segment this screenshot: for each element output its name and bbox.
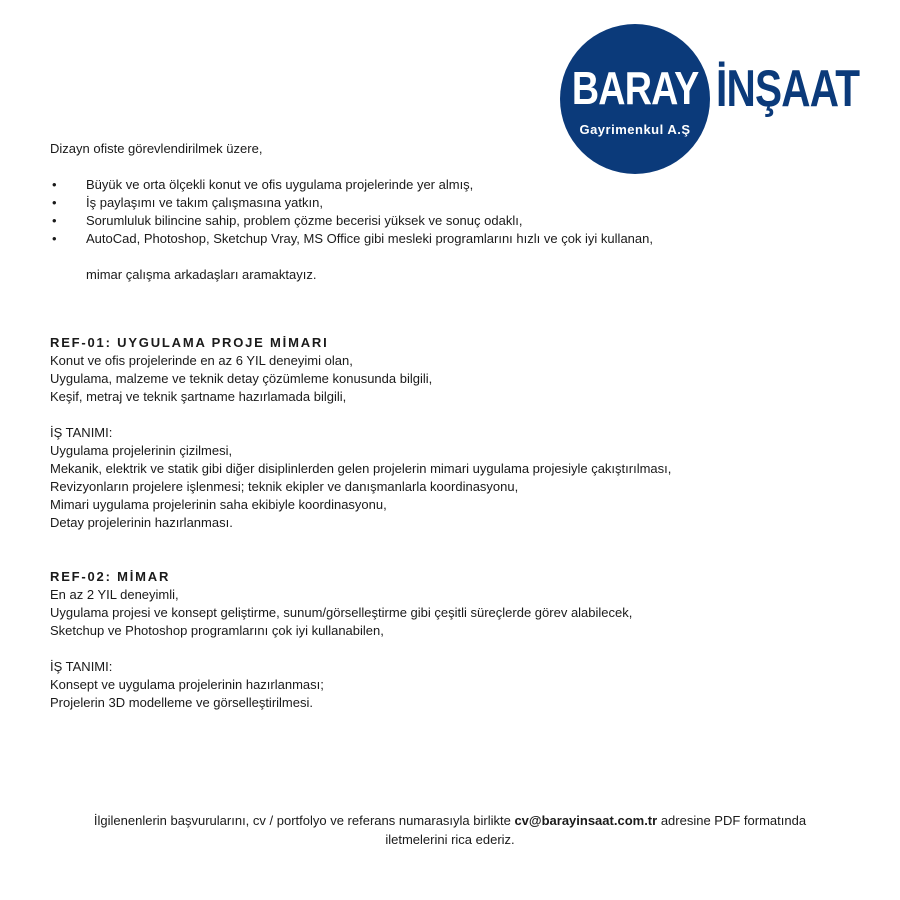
intro-text: Dizayn ofiste görevlendirilmek üzere, [50, 141, 263, 156]
ref-01-job-item: Revizyonların projelere işlenmesi; teknik ekipler ve danışmanlarla koordinasyonu, [50, 479, 519, 494]
ref-01-requirement: Uygulama, malzeme ve teknik detay çözümleme konusunda bilgili, [50, 371, 433, 386]
logo-insaat-text: İNŞAAT [716, 60, 860, 118]
spacer [50, 406, 850, 424]
ref-02-job-item: Konsept ve uygulama projelerinin hazırlanması; [50, 677, 324, 692]
ref-02-requirement: En az 2 YIL deneyimli, [50, 587, 179, 602]
logo-brand-text: BARAY [571, 62, 699, 114]
list-item-text: İş paylaşımı ve takım çalışmasına yatkın, [86, 195, 323, 210]
ref-02-title: REF-02: MİMAR [50, 569, 171, 584]
ref-02-requirement: Sketchup ve Photoshop programlarını çok iyi kullanabilen, [50, 623, 384, 638]
logo-subtitle: Gayrimenkul A.Ş [579, 122, 691, 137]
ref-01-job-item: Uygulama projelerinin çizilmesi, [50, 443, 233, 458]
footer-text-before: İlgilenenlerin başvurularını, cv / portfolyo ve referans numarasıyla birlikte [93, 813, 515, 828]
ref-02-job-item: Projelerin 3D modelleme ve görselleştirilmesi. [50, 695, 313, 710]
footer-line-2: iletmelerini rica ederiz. [385, 832, 515, 847]
application-instructions [40, 811, 860, 849]
bullet-icon: • [52, 231, 57, 246]
list-item [50, 194, 850, 212]
list-item-text: AutoCad, Photoshop, Sketchup Vray, MS Office gibi mesleki programlarını hızlı ve çok iyi kullanan, [86, 231, 653, 246]
bullet-icon: • [52, 213, 57, 228]
spacer [50, 640, 850, 658]
qualification-list [50, 176, 850, 248]
ref-02-job-title: İŞ TANIMI: [50, 659, 113, 674]
contact-email-link[interactable]: cv@barayinsaat.com.tr [514, 813, 658, 828]
list-item-text: Sorumluluk bilincine sahip, problem çözme becerisi yüksek ve sonuç odaklı, [86, 213, 523, 228]
footer-text-after: adresine PDF formatında [657, 813, 807, 828]
list-item [50, 230, 850, 248]
bullet-icon: • [52, 177, 57, 192]
ref-01-requirement: Konut ve ofis projelerinde en az 6 YIL deneyimi olan, [50, 353, 353, 368]
job-posting-body [50, 140, 850, 712]
ref-01-job-item: Mimari uygulama projelerinin saha ekibiyle koordinasyonu, [50, 497, 387, 512]
footer-line-1 [40, 811, 860, 830]
ref-01-job-item: Mekanik, elektrik ve statik gibi diğer disiplinlerden gelen projelerin mimari uygulama projesiyle çakıştırılması, [50, 461, 672, 476]
ref-01-title: REF-01: UYGULAMA PROJE MİMARI [50, 335, 329, 350]
closing-text: mimar çalışma arkadaşları aramaktayız. [86, 267, 317, 282]
ref-01-job-item: Detay projelerinin hazırlanması. [50, 515, 233, 530]
ref-02-requirement: Uygulama projesi ve konsept geliştirme, sunum/görselleştirme gibi çeşitli süreçlerde görev alabilecek, [50, 605, 633, 620]
bullet-icon: • [52, 195, 57, 210]
list-item [50, 212, 850, 230]
list-item-text: Büyük ve orta ölçekli konut ve ofis uygulama projelerinde yer almış, [86, 177, 474, 192]
ref-01-job-title: İŞ TANIMI: [50, 425, 113, 440]
ref-01-requirement: Keşif, metraj ve teknik şartname hazırlamada bilgili, [50, 389, 347, 404]
list-item [50, 176, 850, 194]
